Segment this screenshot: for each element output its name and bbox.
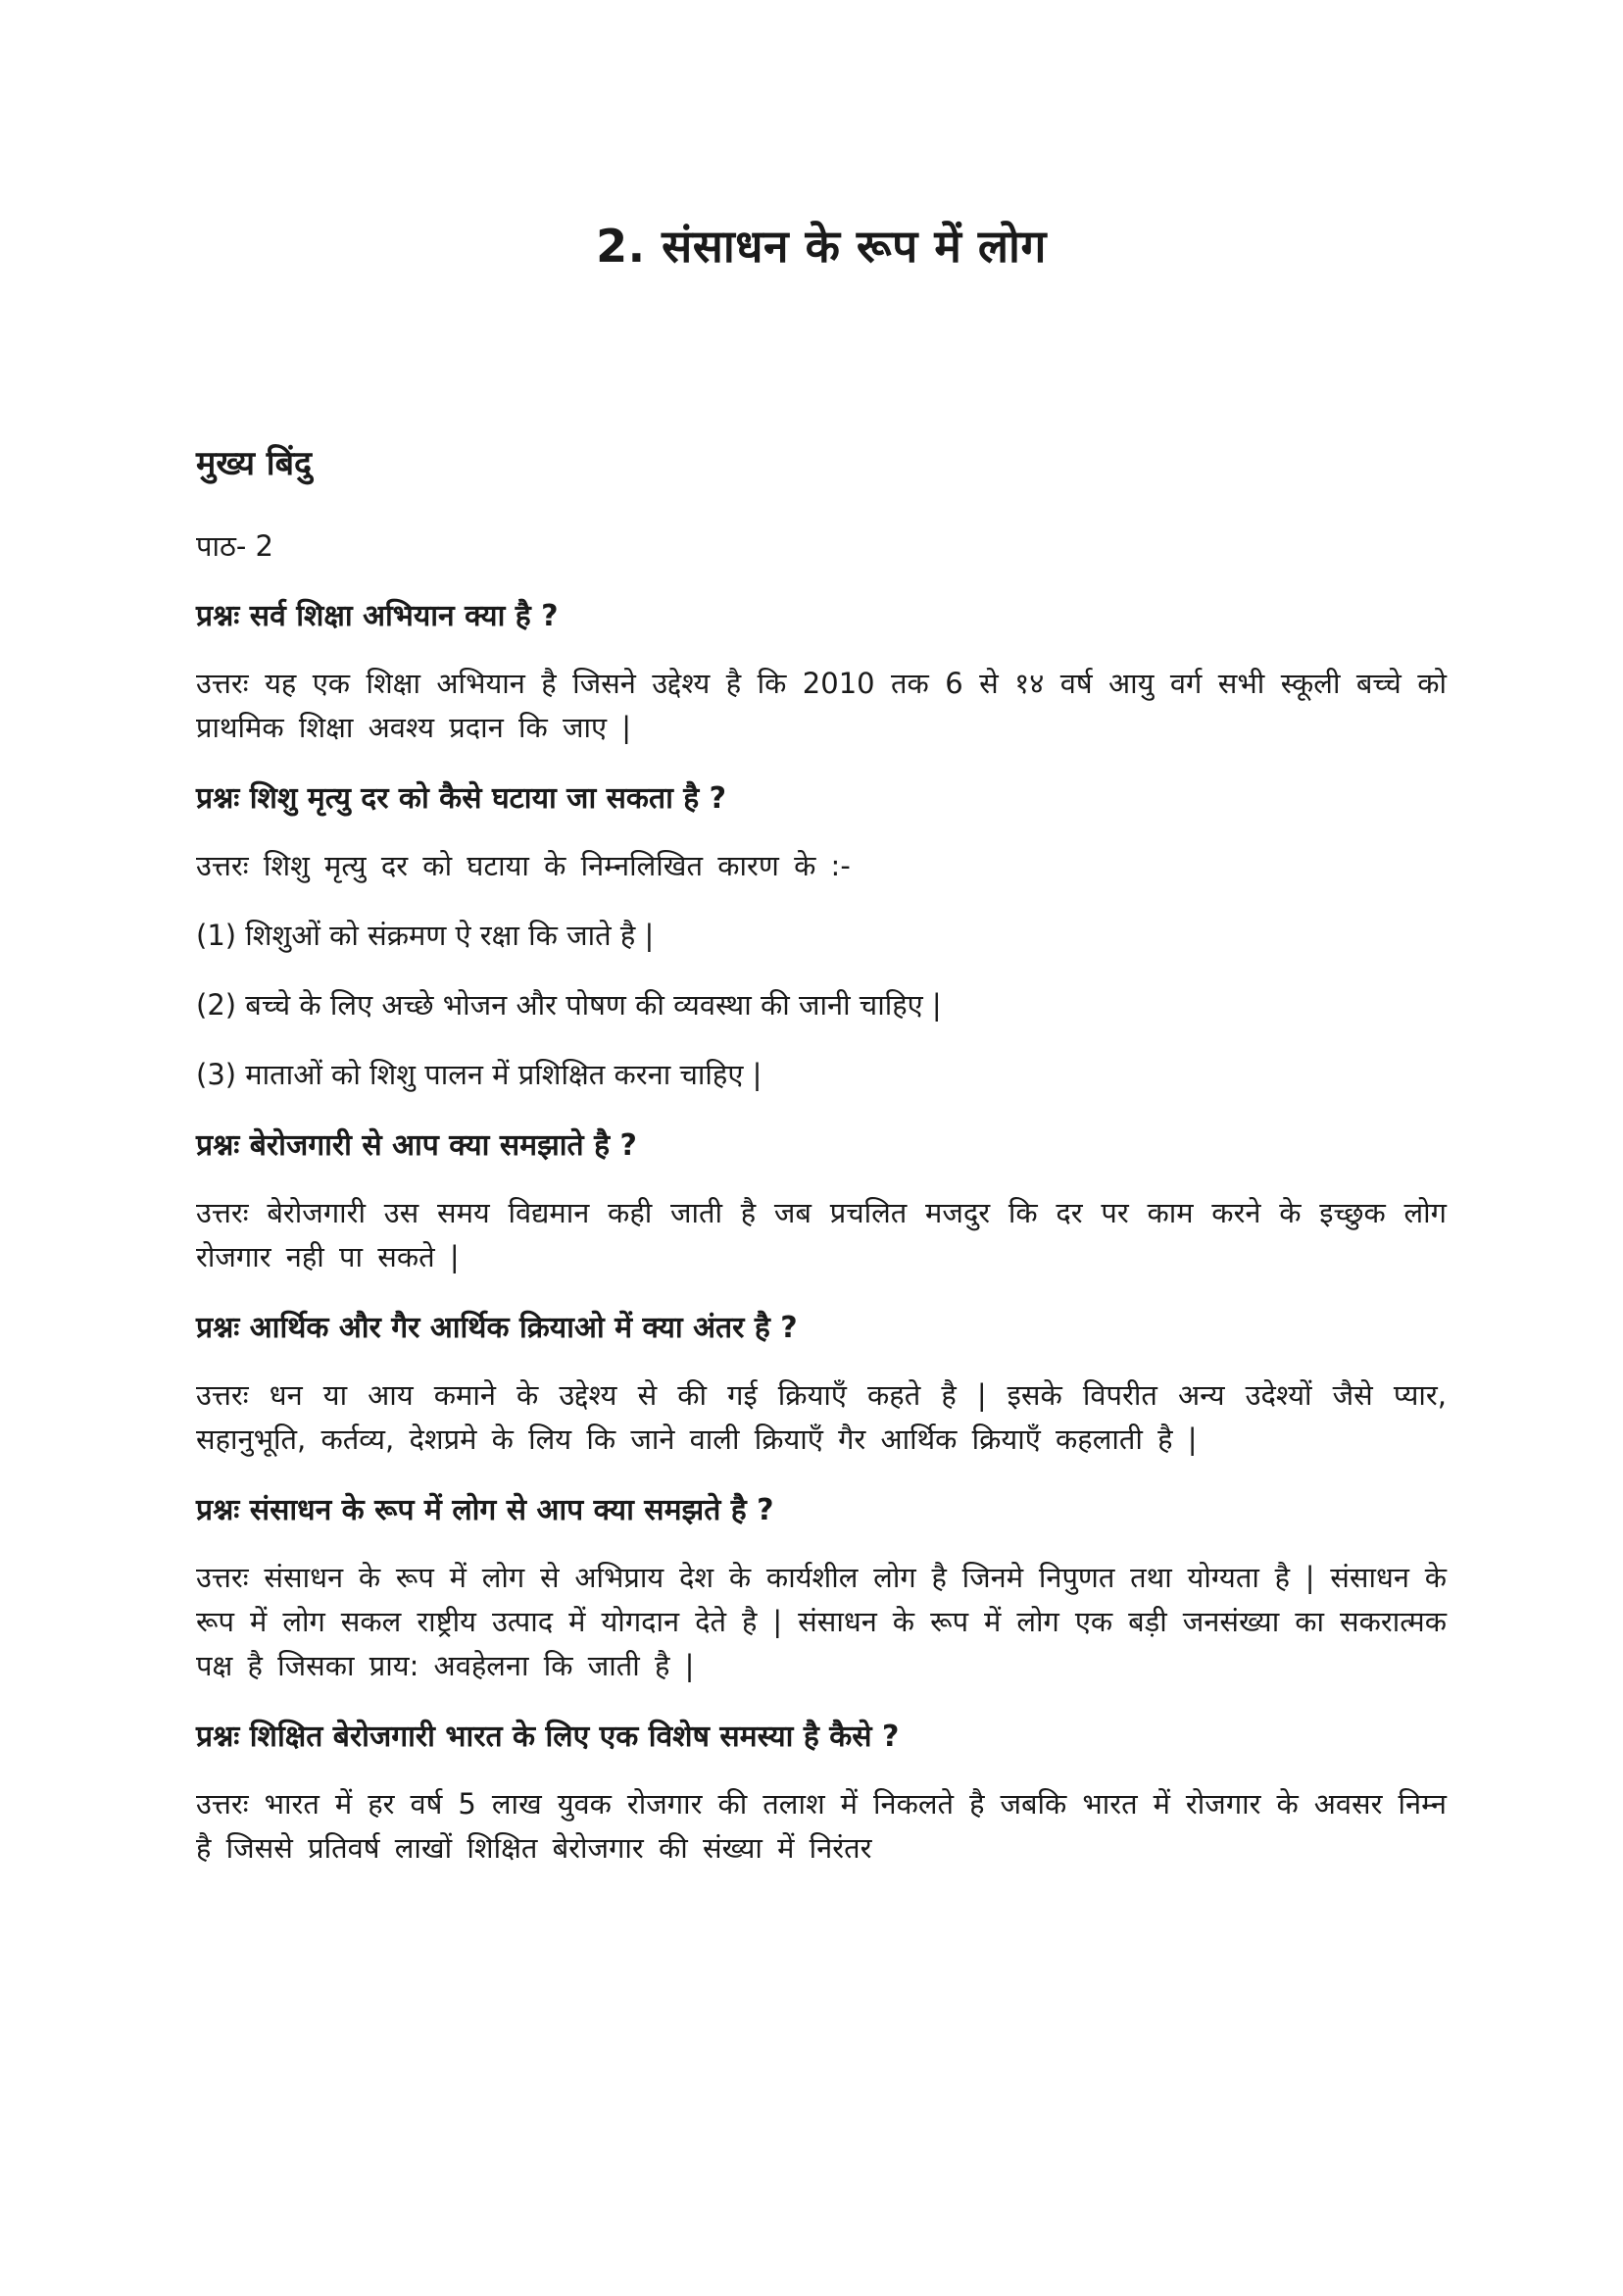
- question-1: प्रश्नः सर्व शिक्षा अभियान क्या है ?: [196, 599, 559, 633]
- qa-block-1: [196, 593, 1447, 750]
- list-item: (1) शिशुओं को संक्रमण ऐ रक्षा कि जाते है |: [196, 919, 655, 952]
- qa-block-2: [196, 775, 1447, 1097]
- qa-block-6: [196, 1714, 1447, 1871]
- answer-3: उत्तरः बेरोजगारी उस समय विद्यमान कही जाती है जब प्रचलित मजदुर कि दर पर काम करने के इच्छुक लोग रोजगार नही पा सकते |: [196, 1196, 1447, 1273]
- question-2: प्रश्नः शिशु मृत्यु दर को कैसे घटाया जा सकता है ?: [196, 781, 727, 816]
- list-item: (2) बच्चे के लिए अच्छे भोजन और पोषण की व्यवस्था की जानी चाहिए |: [196, 988, 942, 1022]
- answer-1: उत्तरः यह एक शिक्षा अभियान है जिसने उद्देश्य है कि 2010 तक 6 से १४ वर्ष आयु वर्ग सभी स्कूली बच्चे को प्राथमिक शिक्षा अवश्य प्रदान कि जाए |: [196, 667, 1447, 744]
- question-3: प्रश्नः बेरोजगारी से आप क्या समझाते है ?: [196, 1128, 637, 1163]
- question-6: प्रश्नः शिक्षित बेरोजगारी भारत के लिए एक विशेष समस्या है कैसे ?: [196, 1720, 900, 1754]
- lesson-label: पाठ- 2: [196, 529, 273, 563]
- question-5: प्रश्नः संसाधन के रूप में लोग से आप क्या समझते है ?: [196, 1493, 774, 1527]
- qa-block-3: [196, 1123, 1447, 1279]
- answer-2: उत्तरः शिशु मृत्यु दर को घटाया के निम्नलिखित कारण के :-: [196, 849, 851, 882]
- answer-4: उत्तरः धन या आय कमाने के उद्देश्य से की गई क्रियाएँ कहते है | इसके विपरीत अन्य उदेश्यों जैसे प्यार, सहानुभूति, कर्तव्य, देशप्रमे के लिय कि जाने वाली क्रियाएँ गैर आर्थिक क्रियाएँ कहलाती है |: [196, 1378, 1447, 1456]
- answer-5: उत्तरः संसाधन के रूप में लोग से अभिप्राय देश के कार्यशील लोग है जिनमे निपुणत तथा योग्यता है | संसाधन के रूप में लोग सकल राष्ट्रीय उत्पाद में योगदान देते है | संसाधन के रूप में लोग एक बड़ी जनसंख्या का सकरात्मक पक्ष है जिसका प्राय: अवहेलना कि जाती है |: [196, 1561, 1447, 1682]
- page-title: 2. संसाधन के रूप में लोग: [596, 220, 1047, 273]
- answer-6: उत्तरः भारत में हर वर्ष 5 लाख युवक रोजगार की तलाश में निकलते है जबकि भारत में रोजगार के अवसर निम्न है जिससे प्रतिवर्ष लाखों शिक्षित बेरोजगार की संख्या में निरंतर: [196, 1787, 1447, 1865]
- question-4: प्रश्नः आर्थिक और गैर आर्थिक क्रियाओ में क्या अंतर है ?: [196, 1311, 798, 1345]
- list-item: (3) माताओं को शिशु पालन में प्रशिक्षित करना चाहिए |: [196, 1058, 762, 1091]
- section-heading: मुख्य बिंदु: [196, 444, 313, 483]
- qa-block-4: [196, 1305, 1447, 1462]
- qa-block-5: [196, 1487, 1447, 1688]
